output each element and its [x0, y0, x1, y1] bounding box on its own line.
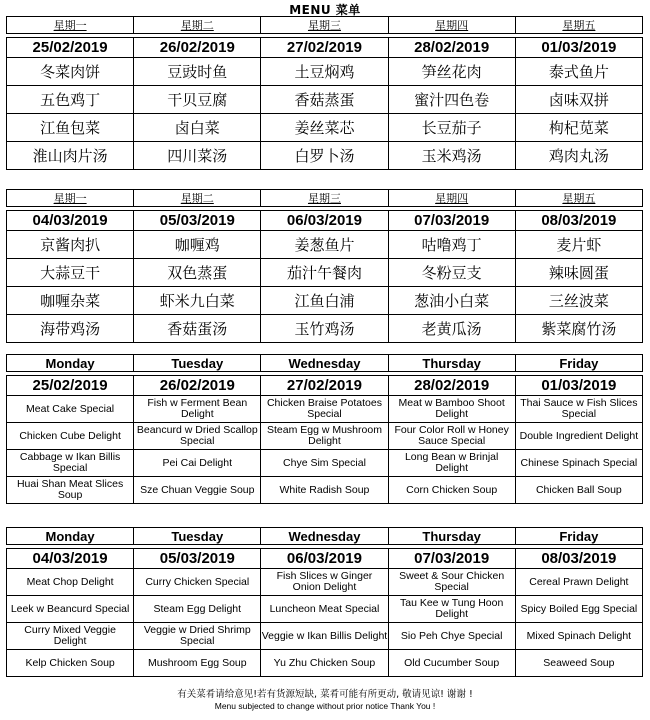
dish-cell: Veggie w Dried Shrimp Special — [134, 623, 261, 650]
day-header-wednesday: 星期三 — [261, 190, 388, 207]
day-header-tuesday: 星期二 — [134, 190, 261, 207]
dish-cell: 姜丝菜芯 — [261, 114, 388, 142]
soup-cell: Sze Chuan Veggie Soup — [134, 477, 261, 504]
date-cell: 07/03/2019 — [388, 549, 515, 569]
soup-cell: 淮山肉片汤 — [7, 142, 134, 170]
dish-cell: 虾米九白菜 — [134, 287, 261, 315]
chinese-menu-week-1 — [6, 16, 643, 170]
date-cell: 27/02/2019 — [261, 38, 388, 58]
dish-cell: 卤白菜 — [134, 114, 261, 142]
dish-cell: Chicken Braise Potatoes Special — [261, 396, 388, 423]
dish-cell: 咖喱杂菜 — [7, 287, 134, 315]
day-header-monday: 星期一 — [7, 17, 134, 34]
date-cell: 01/03/2019 — [515, 38, 642, 58]
date-cell: 28/02/2019 — [388, 376, 515, 396]
soup-cell: Mushroom Egg Soup — [134, 650, 261, 677]
dish-cell: 卤味双拼 — [515, 86, 642, 114]
date-cell: 04/03/2019 — [7, 549, 134, 569]
dish-cell: Luncheon Meat Special — [261, 596, 388, 623]
dish-cell: 双色蒸蛋 — [134, 259, 261, 287]
date-cell: 26/02/2019 — [134, 38, 261, 58]
day-header-thursday: 星期四 — [388, 17, 515, 34]
date-cell: 26/02/2019 — [134, 376, 261, 396]
dish-cell: Steam Egg Delight — [134, 596, 261, 623]
date-cell: 27/02/2019 — [261, 376, 388, 396]
soup-cell: Kelp Chicken Soup — [7, 650, 134, 677]
day-header-friday: Friday — [515, 355, 642, 372]
day-header-monday: Monday — [7, 355, 134, 372]
soup-cell: 四川菜汤 — [134, 142, 261, 170]
dish-cell: 长豆茄子 — [388, 114, 515, 142]
day-header-thursday: 星期四 — [388, 190, 515, 207]
dish-cell: Leek w Beancurd Special — [7, 596, 134, 623]
date-cell: 06/03/2019 — [261, 549, 388, 569]
date-cell: 05/03/2019 — [134, 549, 261, 569]
dish-cell: 咕噜鸡丁 — [388, 231, 515, 259]
dish-cell: 冬粉豆支 — [388, 259, 515, 287]
date-cell: 28/02/2019 — [388, 38, 515, 58]
dish-cell: 辣味圆蛋 — [515, 259, 642, 287]
dish-cell: Four Color Roll w Honey Sauce Special — [388, 423, 515, 450]
soup-cell: 玉米鸡汤 — [388, 142, 515, 170]
dish-cell: 大蒜豆干 — [7, 259, 134, 287]
date-cell: 01/03/2019 — [515, 376, 642, 396]
date-cell: 05/03/2019 — [134, 211, 261, 231]
day-header-tuesday: Tuesday — [134, 528, 261, 545]
date-cell: 07/03/2019 — [388, 211, 515, 231]
day-header-monday: Monday — [7, 528, 134, 545]
soup-cell: Huai Shan Meat Slices Soup — [7, 477, 134, 504]
soup-cell: Old Cucumber Soup — [388, 650, 515, 677]
soup-cell: 老黄瓜汤 — [388, 315, 515, 343]
soup-cell: 香菇蛋汤 — [134, 315, 261, 343]
day-header-tuesday: 星期二 — [134, 17, 261, 34]
dish-cell: Fish Slices w Ginger Onion Delight — [261, 569, 388, 596]
dish-cell: Thai Sauce w Fish Slices Special — [515, 396, 642, 423]
dish-cell: 枸杞苋菜 — [515, 114, 642, 142]
dish-cell: Meat Chop Delight — [7, 569, 134, 596]
dish-cell: Cabbage w Ikan Billis Special — [7, 450, 134, 477]
date-cell: 04/03/2019 — [7, 211, 134, 231]
footer-note-english: Menu subjected to change without prior notice Thank You ! — [214, 701, 436, 711]
menu-title: MENU 菜单 — [289, 3, 361, 17]
day-header-wednesday: Wednesday — [261, 528, 388, 545]
dish-cell: Fish w Ferment Bean Delight — [134, 396, 261, 423]
dish-cell: 笋丝花肉 — [388, 58, 515, 86]
date-cell: 25/02/2019 — [7, 376, 134, 396]
dish-cell: 香菇蒸蛋 — [261, 86, 388, 114]
dish-cell: 土豆焖鸡 — [261, 58, 388, 86]
dish-cell: Sio Peh Chye Special — [388, 623, 515, 650]
soup-cell: 玉竹鸡汤 — [261, 315, 388, 343]
dish-cell: 冬菜肉饼 — [7, 58, 134, 86]
dish-cell: Meat w Bamboo Shoot Delight — [388, 396, 515, 423]
dish-cell: Double Ingredient Delight — [515, 423, 642, 450]
dish-cell: 五色鸡丁 — [7, 86, 134, 114]
soup-cell: 海带鸡汤 — [7, 315, 134, 343]
dish-cell: Pei Cai Delight — [134, 450, 261, 477]
dish-cell: 麦片虾 — [515, 231, 642, 259]
dish-cell: 三丝波菜 — [515, 287, 642, 315]
dish-cell: 江鱼白浦 — [261, 287, 388, 315]
date-cell: 25/02/2019 — [7, 38, 134, 58]
day-header-friday: 星期五 — [515, 17, 642, 34]
soup-cell: Yu Zhu Chicken Soup — [261, 650, 388, 677]
soup-cell: 白罗卜汤 — [261, 142, 388, 170]
dish-cell: 姜葱鱼片 — [261, 231, 388, 259]
soup-cell: White Radish Soup — [261, 477, 388, 504]
footer-note-chinese: 有关菜肴请给意见!若有货源短缺, 菜肴可能有所更动, 敬请见谅! 谢谢 ! — [177, 689, 473, 700]
day-header-thursday: Thursday — [388, 355, 515, 372]
dish-cell: Veggie w Ikan Billis Delight — [261, 623, 388, 650]
dish-cell: Curry Mixed Veggie Delight — [7, 623, 134, 650]
dish-cell: Curry Chicken Special — [134, 569, 261, 596]
dish-cell: Steam Egg w Mushroom Delight — [261, 423, 388, 450]
dish-cell: Chicken Cube Delight — [7, 423, 134, 450]
day-header-tuesday: Tuesday — [134, 355, 261, 372]
english-menu-week-2 — [6, 527, 643, 677]
date-cell: 08/03/2019 — [515, 549, 642, 569]
dish-cell: 葱油小白菜 — [388, 287, 515, 315]
day-header-wednesday: Wednesday — [261, 355, 388, 372]
dish-cell: 咖喱鸡 — [134, 231, 261, 259]
soup-cell: Corn Chicken Soup — [388, 477, 515, 504]
day-header-wednesday: 星期三 — [261, 17, 388, 34]
day-header-monday: 星期一 — [7, 190, 134, 207]
date-cell: 06/03/2019 — [261, 211, 388, 231]
soup-cell: 紫菜腐竹汤 — [515, 315, 642, 343]
dish-cell: 茄汁午餐肉 — [261, 259, 388, 287]
dish-cell: Cereal Prawn Delight — [515, 569, 642, 596]
day-header-friday: 星期五 — [515, 190, 642, 207]
day-header-friday: Friday — [515, 528, 642, 545]
dish-cell: Beancurd w Dried Scallop Special — [134, 423, 261, 450]
dish-cell: Meat Cake Special — [7, 396, 134, 423]
soup-cell: Chicken Ball Soup — [515, 477, 642, 504]
dish-cell: 干贝豆腐 — [134, 86, 261, 114]
date-cell: 08/03/2019 — [515, 211, 642, 231]
dish-cell: 江鱼包菜 — [7, 114, 134, 142]
english-menu-week-1 — [6, 354, 643, 504]
dish-cell: 泰式鱼片 — [515, 58, 642, 86]
dish-cell: Chinese Spinach Special — [515, 450, 642, 477]
chinese-menu-week-2 — [6, 189, 643, 343]
soup-cell: 鸡肉丸汤 — [515, 142, 642, 170]
dish-cell: Chye Sim Special — [261, 450, 388, 477]
dish-cell: 豆豉时鱼 — [134, 58, 261, 86]
dish-cell: Tau Kee w Tung Hoon Delight — [388, 596, 515, 623]
dish-cell: 京酱肉扒 — [7, 231, 134, 259]
dish-cell: Spicy Boiled Egg Special — [515, 596, 642, 623]
soup-cell: Seaweed Soup — [515, 650, 642, 677]
dish-cell: Long Bean w Brinjal Delight — [388, 450, 515, 477]
dish-cell: Sweet & Sour Chicken Special — [388, 569, 515, 596]
dish-cell: 蜜汁四色卷 — [388, 86, 515, 114]
dish-cell: Mixed Spinach Delight — [515, 623, 642, 650]
day-header-thursday: Thursday — [388, 528, 515, 545]
